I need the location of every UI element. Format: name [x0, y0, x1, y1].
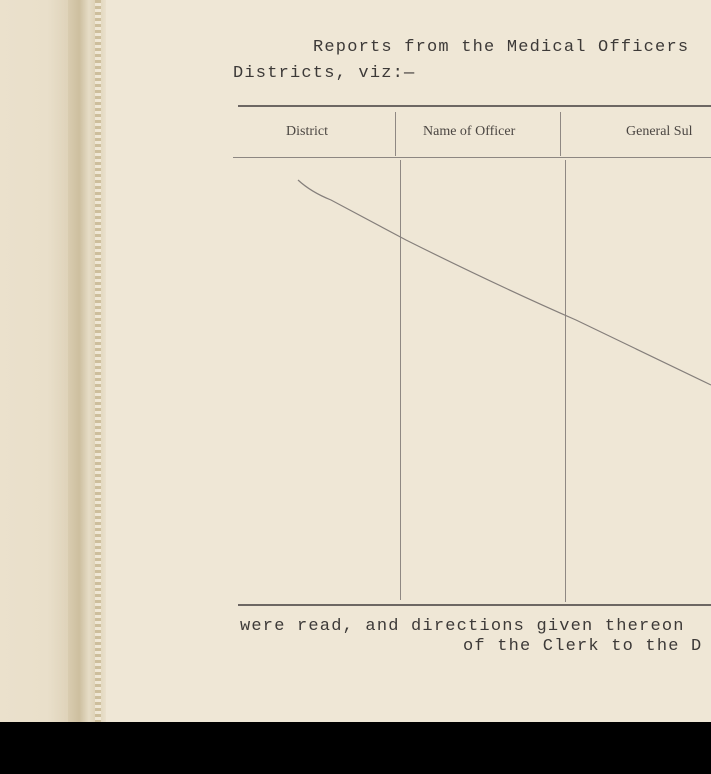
column-header-district: District: [286, 124, 328, 139]
diagonal-strike-line: [106, 0, 711, 722]
column-header-general-subject: General Sul: [626, 124, 693, 139]
right-page: [106, 0, 711, 722]
binding-stitch: [95, 0, 101, 722]
footer-line-1: were read, and directions given thereon: [240, 617, 685, 636]
column-header-name-of-officer: Name of Officer: [423, 124, 516, 139]
footer-line-2: of the Clerk to the D: [463, 637, 703, 656]
heading-line-2: Districts, viz:—: [233, 64, 416, 83]
heading-line-1: Reports from the Medical Officers: [313, 38, 690, 57]
left-page-edge: [0, 0, 68, 722]
